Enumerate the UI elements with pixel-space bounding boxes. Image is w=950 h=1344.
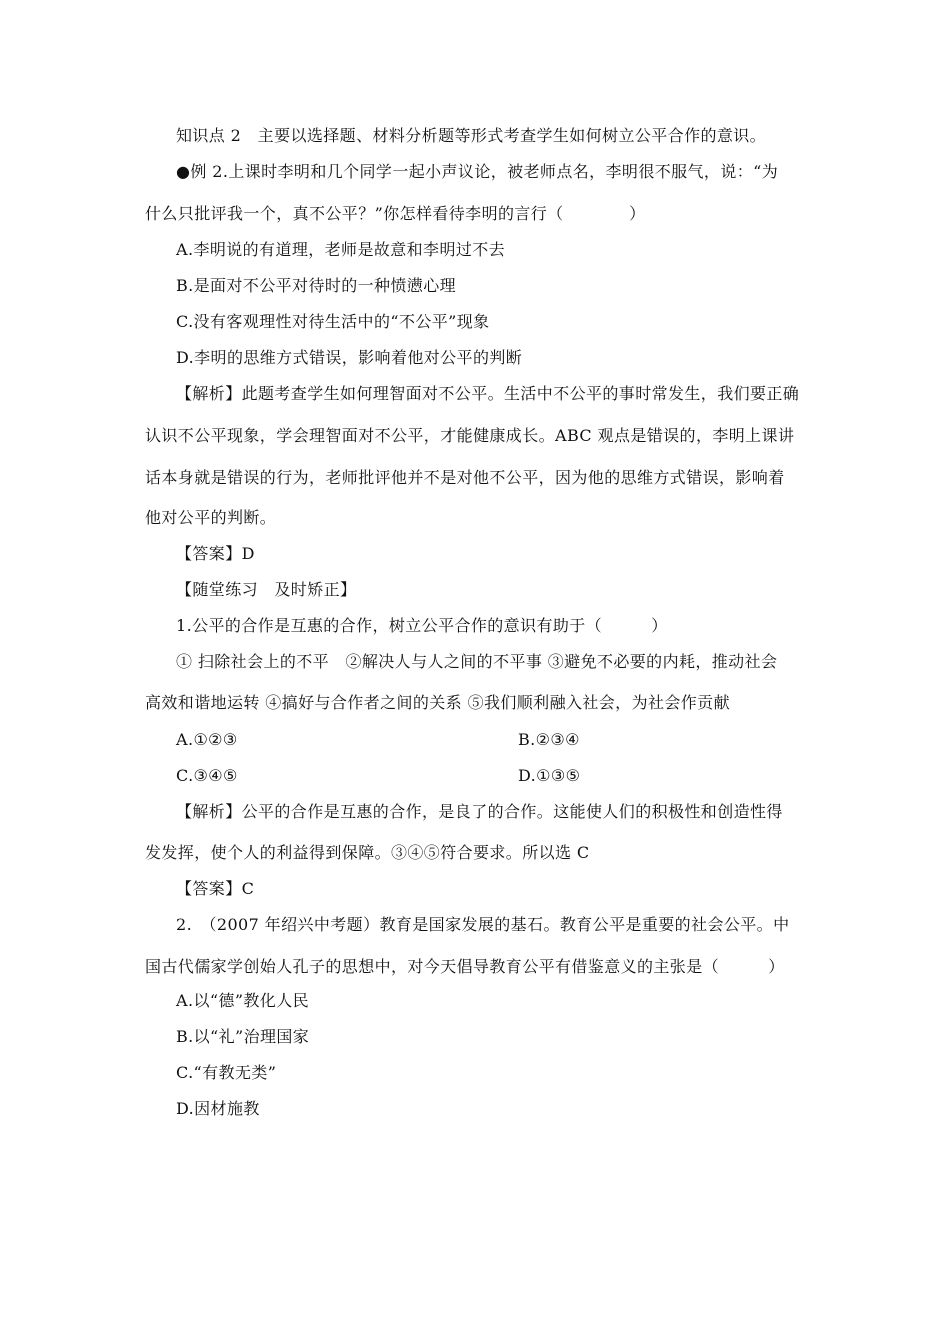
example-question-line: 什么只批评我一个，真不公平？”你怎样看待李明的言行（ ） — [145, 204, 646, 223]
q1-option-d: D.①③⑤ — [518, 766, 581, 785]
example-analysis-line: 【解析】此题考查学生如何理智面对不公平。生活中不公平的事时常发生，我们要正确 — [176, 384, 800, 403]
q1-option-b: B.②③④ — [518, 730, 580, 749]
q1-items-line: 高效和谐地运转 ④搞好与合作者之间的关系 ⑤我们顺利融入社会，为社会作贡献 — [145, 693, 730, 712]
q1-options-row — [176, 765, 816, 787]
q1-stem: 1.公平的合作是互惠的合作，树立公平合作的意识有助于（ ） — [176, 616, 668, 635]
q2-option-c: C.“有教无类” — [176, 1063, 277, 1082]
q1-option-c: C.③④⑤ — [176, 766, 238, 785]
q1-analysis-line: 【解析】公平的合作是互惠的合作，是良了的合作。这能使人们的积极性和创造性得 — [176, 802, 783, 821]
q1-items-line: ① 扫除社会上的不平 ②解决人与人之间的不平事 ③避免不必要的内耗，推动社会 — [176, 652, 778, 671]
example-answer: 【答案】D — [176, 544, 255, 563]
q2-option-a: A.以“德”教化人民 — [176, 991, 310, 1010]
example-option-b: B.是面对不公平对待时的一种愤懑心理 — [176, 276, 457, 295]
q2-stem-line: 国古代儒家学创始人孔子的思想中，对今天倡导教育公平有借鉴意义的主张是（ ） — [145, 957, 785, 976]
knowledge-point-heading: 知识点 2 主要以选择题、材料分析题等形式考查学生如何树立公平合作的意识。 — [176, 126, 767, 145]
q2-stem-line: 2. （2007 年绍兴中考题）教育是国家发展的基石。教育公平是重要的社会公平。中 — [176, 915, 790, 934]
example-option-a: A.李明说的有道理，老师是故意和李明过不去 — [176, 240, 506, 259]
example-option-c: C.没有客观理性对待生活中的“不公平”现象 — [176, 312, 490, 331]
example-analysis-line: 话本身就是错误的行为，老师批评他并不是对他不公平，因为他的思维方式错误，影响着 — [145, 468, 785, 487]
practice-heading: 【随堂练习 及时矫正】 — [176, 580, 357, 599]
q1-answer: 【答案】C — [176, 879, 255, 898]
q1-analysis-line: 发发挥，使个人的利益得到保障。③④⑤符合要求。所以选 C — [145, 843, 590, 862]
q2-option-d: D.因材施教 — [176, 1099, 260, 1118]
example-analysis-line: 认识不公平现象，学会理智面对不公平，才能健康成长。ABC 观点是错误的，李明上课讲 — [145, 426, 795, 445]
example-question-line: ●例 2.上课时李明和几个同学一起小声议论，被老师点名，李明很不服气，说：“为 — [176, 162, 779, 181]
q1-options-row — [176, 729, 816, 751]
example-option-d: D.李明的思维方式错误，影响着他对公平的判断 — [176, 348, 523, 367]
q1-option-a: A.①②③ — [176, 730, 238, 749]
example-analysis-line: 他对公平的判断。 — [145, 508, 277, 527]
q2-option-b: B.以“礼”治理国家 — [176, 1027, 310, 1046]
